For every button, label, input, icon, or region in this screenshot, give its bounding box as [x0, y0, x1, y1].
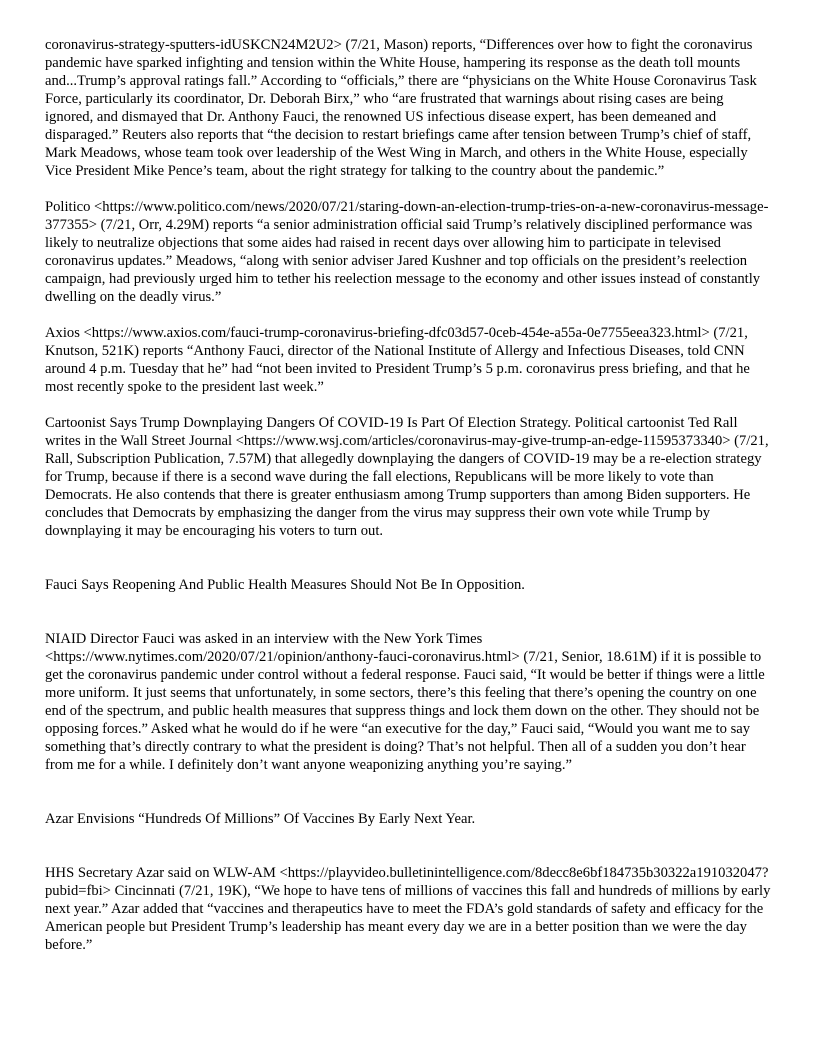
paragraph-spacer [45, 774, 773, 810]
headline-fauci-reopening: Fauci Says Reopening And Public Health Measures Should Not Be In Opposition. [45, 577, 525, 593]
document-body [45, 36, 773, 954]
headline-azar-vaccines: Azar Envisions “Hundreds Of Millions” Of Vaccines By Early Next Year. [45, 811, 476, 827]
paragraph-reuters-strategy: coronavirus-strategy-sputters-idUSKCN24M2U2> (7/21, Mason) reports, “Differences over how to fight the coronavirus pandemic have sparked infighting and tension within the White House, hampering its response as the death toll mounts and...Trump’s approval ratings fall.” According to “officials,” there are “physicians on the White House Coronavirus Task Force, particularly its coordinator, Dr. Deborah Birx,” who “are frustrated that warnings about rising cases are being ignored, and dismayed that Dr. Anthony Fauci, the renowned US infectious disease expert, has been demeaned and disparaged.” Reuters also reports that “the decision to restart briefings came after tension between Trump’s chief of staff, Mark Meadows, whose team took over leadership of the West Wing in March, and others in the White House, especially Vice President Mike Pence’s team, about the right strategy for talking to the country about the pandemic.” [45, 37, 757, 179]
paragraph-spacer [45, 828, 773, 864]
paragraph-spacer [45, 540, 773, 576]
paragraph-axios: Axios <https://www.axios.com/fauci-trump-coronavirus-briefing-dfc03d57-0ceb-454e-a55a-0e7755eea323.html> (7/21, Knutson, 521K) reports “Anthony Fauci, director of the National Institute of Allergy and Infectious Diseases, told CNN around 4 p.m. Tuesday that he” had “not been invited to President Trump’s 5 p.m. coronavirus press briefing, and that he most recently spoke to the president last week.” [45, 325, 750, 395]
paragraph-fauci-interview: NIAID Director Fauci was asked in an interview with the New York Times <https://www.nytimes.com/2020/07/21/opinion/anthony-fauci-coronavirus.html> (7/21, Senior, 18.61M) if it is possible to get the coronavirus pandemic under control without a federal response. Fauci said, “It would be better if things were a little more uniform. It just seems that unfortunately, in some sectors, there’s this feeling that there’s opening the country on one end of the spectrum, and public health measures that suppress things and lock them down on the other. They should not be opposing forces.” Asked what he would do if he were “an executive for the day,” Fauci said, “Would you want me to say something that’s directly contrary to what the president is doing? That’s not helpful. Then all of a sudden you don’t hear from me for a while. I definitely don’t want anyone weaponizing anything you’re saying.” [45, 631, 765, 773]
paragraph-politico: Politico <https://www.politico.com/news/2020/07/21/staring-down-an-election-trump-tries-on-a-new-coronavirus-message-377355> (7/21, Orr, 4.29M) reports “a senior administration official said Trump’s relatively disciplined performance was likely to neutralize objections that some aides had raised in recent days over allowing him to participate in televised coronavirus updates.” Meadows, “along with senior adviser Jared Kushner and top officials on the president’s reelection campaign, had previously urged him to tether his reelection message to the economy and other issues instead of constantly dwelling on the deadly virus.” [45, 199, 769, 305]
paragraph-spacer [45, 180, 773, 198]
paragraph-spacer [45, 594, 773, 630]
paragraph-azar-quote: HHS Secretary Azar said on WLW-AM <https://playvideo.bulletinintelligence.com/8decc8e6bf184735b30322a191032047?pubid=fbi> Cincinnati (7/21, 19K), “We hope to have tens of millions of vaccines this fall and hundreds of millions by early next year.” Azar added that “vaccines and therapeutics have to meet the FDA’s gold standards of safety and efficacy for the American people but President Trump’s leadership has meant every day we are in a better position than we were the day before.” [45, 865, 771, 953]
paragraph-spacer [45, 396, 773, 414]
paragraph-spacer [45, 306, 773, 324]
paragraph-cartoonist: Cartoonist Says Trump Downplaying Dangers Of COVID-19 Is Part Of Election Strategy. Political cartoonist Ted Rall writes in the Wall Street Journal <https://www.wsj.com/articles/coronavirus-may-give-trump-an-edge-11595373340> (7/21, Rall, Subscription Publication, 7.57M) that allegedly downplaying the dangers of COVID-19 may be a re-election strategy for Trump, because if there is a second wave during the fall elections, Republicans will be more likely to vote than Democrats. He also contends that there is greater enthusiasm among Trump supporters than among Biden supporters. He concludes that Democrats by emphasizing the danger from the virus may suppress their own vote while Trump by downplaying it may be encouraging his voters to turn out. [45, 415, 769, 539]
